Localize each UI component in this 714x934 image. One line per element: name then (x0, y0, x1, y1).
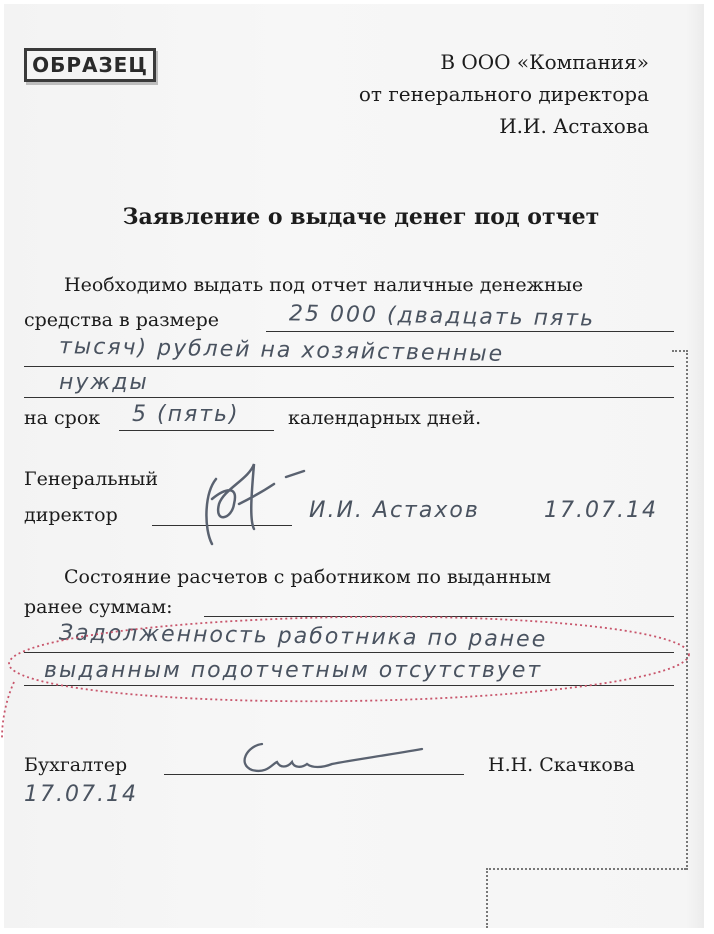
term-suffix: календарных дней. (288, 407, 482, 429)
accountant-label: Бухгалтер (24, 754, 128, 776)
amount-line-1 (266, 331, 674, 332)
amount-line-3 (24, 397, 674, 398)
term-label: на срок (24, 407, 101, 429)
director-signature (194, 459, 314, 549)
callout-line-bottom (486, 868, 686, 870)
settlement-line-1: Состояние расчетов с работником по выданным (64, 566, 552, 588)
director-name-handwriting: И.И. Астахов (309, 498, 480, 523)
accountant-name: Н.Н. Скачкова (488, 754, 635, 776)
term-line (119, 430, 274, 431)
amount-line-2 (24, 366, 674, 367)
director-label-2: директор (24, 504, 118, 526)
addressee-name: И.И. Астахова (499, 114, 649, 138)
highlight-ellipse (4, 604, 704, 724)
callout-arc-left (0, 680, 20, 740)
document-page (4, 4, 704, 928)
addressee-from: от генерального директора (358, 82, 649, 106)
accountant-signature (232, 734, 432, 784)
addressee-block (359, 46, 649, 142)
callout-line-down (486, 868, 488, 928)
document-title: Заявление о выдаче денег под отчет (122, 204, 600, 230)
accountant-date-handwriting: 17.07.14 (24, 782, 138, 807)
director-label-1: Генеральный (24, 468, 159, 490)
amount-handwriting-3: нужды (59, 370, 149, 395)
settlement-handwriting-2: выданным подотчетным отсутствует (44, 658, 543, 683)
body-line-1: Необходимо выдать под отчет наличные денежные (64, 274, 584, 296)
director-date-handwriting: 17.07.14 (544, 498, 658, 523)
sample-stamp: ОБРАЗЕЦ (24, 48, 156, 82)
amount-handwriting-1: 25 000 (двадцать пять (288, 301, 596, 332)
amount-label: средства в размере (24, 309, 219, 331)
settlement-handwriting-1: Задолженность работника по ранее (58, 620, 548, 653)
addressee-company: В ООО «Компания» (440, 50, 649, 74)
term-handwriting: 5 (пять) (132, 402, 240, 427)
amount-handwriting-2: тысяч) рублей на хозяйственные (58, 334, 505, 367)
callout-line-vertical (686, 350, 688, 870)
settlement-line-2: ранее суммам: (24, 596, 173, 618)
